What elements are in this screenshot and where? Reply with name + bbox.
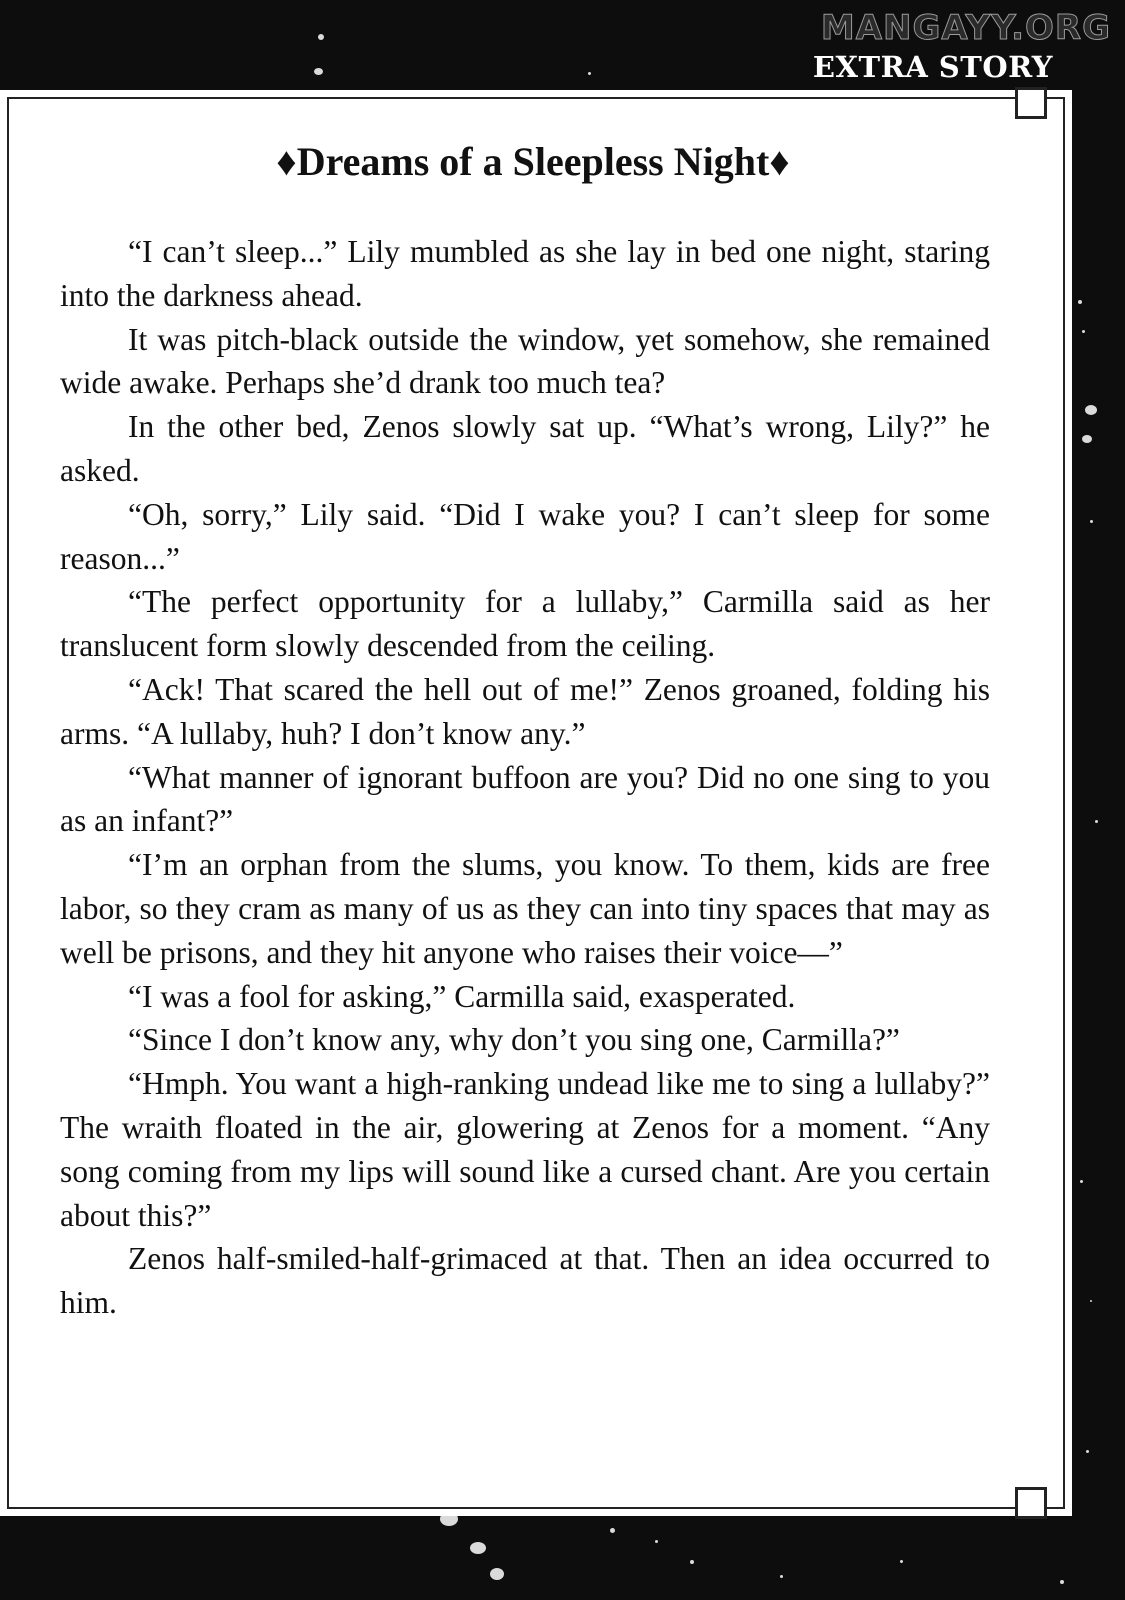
paragraph: “I’m an orphan from the slums, you know. To them, kids are free labor, so they cram as many of us as they can into tiny spaces that may as well be prisons, and they hit anyone who raises their voice—” bbox=[60, 847, 990, 970]
star bbox=[470, 1542, 486, 1554]
frame-corner-ornament bbox=[1015, 87, 1047, 119]
star bbox=[1086, 1450, 1089, 1453]
paragraph: “I was a fool for asking,” Carmilla said, exasperated. bbox=[128, 978, 796, 1014]
star bbox=[1060, 1580, 1064, 1584]
paragraph: “The perfect opportunity for a lullaby,” Carmilla said as her translucent form slowly descended from the ceiling. bbox=[60, 584, 990, 664]
star bbox=[1078, 300, 1082, 304]
star bbox=[1082, 330, 1085, 333]
star bbox=[900, 1560, 903, 1563]
paragraph: In the other bed, Zenos slowly sat up. “What’s wrong, Lily?” he asked. bbox=[60, 409, 990, 488]
star bbox=[1090, 1300, 1092, 1302]
star bbox=[588, 72, 591, 75]
paragraph: It was pitch-black outside the window, yet somehow, she remained wide awake. Perhaps she’d drank too much tea? bbox=[60, 321, 990, 401]
star bbox=[318, 34, 324, 40]
paragraph: “Oh, sorry,” Lily said. “Did I wake you? I can’t sleep for some reason...” bbox=[60, 496, 990, 576]
story-title: ♦Dreams of a Sleepless Night♦ bbox=[276, 139, 790, 184]
watermark: MANGAYY.ORG bbox=[820, 8, 1111, 48]
paragraph: “Ack! That scared the hell out of me!” Zenos groaned, folding his arms. “A lullaby, huh? I don’t know any.” bbox=[60, 671, 990, 751]
star bbox=[490, 1568, 504, 1580]
star bbox=[1080, 1180, 1083, 1183]
paragraph: “What manner of ignorant buffoon are you? Did no one sing to you as an infant?” bbox=[60, 759, 990, 839]
star bbox=[1085, 405, 1097, 415]
frame-corner-ornament bbox=[1015, 1487, 1047, 1519]
star bbox=[1082, 435, 1092, 443]
paragraph: “I can’t sleep...” Lily mumbled as she lay in bed one night, staring into the darkness ahead. bbox=[60, 234, 990, 313]
star bbox=[1090, 520, 1093, 523]
paragraph: “Since I don’t know any, why don’t you sing one, Carmilla?” bbox=[128, 1022, 900, 1058]
section-label: EXTRA STORY bbox=[812, 50, 1053, 84]
story-body bbox=[60, 230, 990, 1325]
paragraph: “Hmph. You want a high-ranking undead like me to sing a lullaby?” The wraith floated in the air, glowering at Zenos for a moment. “Any song coming from my lips will sound like a cursed chant. Are you certain about this?” bbox=[60, 1066, 990, 1233]
star bbox=[610, 1528, 615, 1533]
paragraph: Zenos half-smiled-half-grimaced at that. Then an idea occurred to him. bbox=[60, 1241, 990, 1321]
star bbox=[314, 68, 323, 75]
star bbox=[780, 1575, 783, 1578]
star bbox=[1095, 820, 1098, 823]
star bbox=[690, 1560, 694, 1564]
star bbox=[655, 1540, 658, 1543]
